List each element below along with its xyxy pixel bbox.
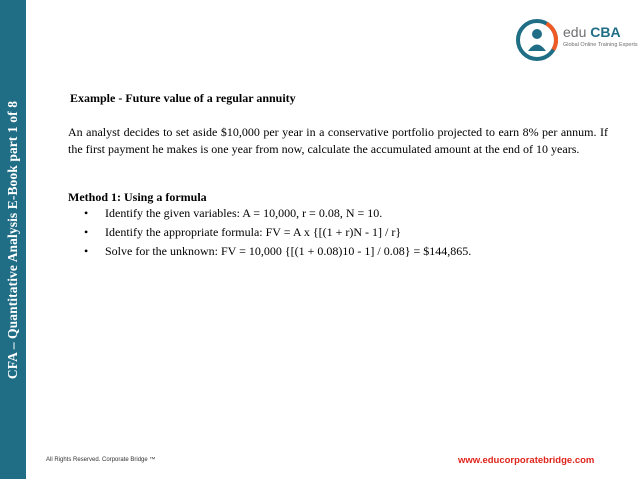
sidebar-title: CFA – Quantitative Analysis E-Book part 1 of 8 — [5, 100, 20, 380]
copyright-notice: All Rights Reserved. Corporate Bridge ™ — [46, 457, 156, 463]
bullet-marker: • — [84, 206, 89, 220]
example-heading: Example - Future value of a regular annuity — [70, 91, 296, 105]
sidebar — [0, 0, 26, 479]
bullet-marker: • — [84, 244, 89, 258]
list-item-text: Identify the appropriate formula: FV = A x {[(1 + r)N - 1] / r} — [105, 225, 402, 239]
educba-logo — [513, 18, 638, 62]
website-link[interactable]: www.educorporatebridge.com — [458, 455, 595, 466]
list-item — [68, 223, 608, 242]
list-item — [68, 204, 608, 223]
list-item-text: Identify the given variables: A = 10,000, r = 0.08, N = 10. — [105, 206, 383, 220]
problem-paragraph: An analyst decides to set aside $10,000 per year in a conservative portfolio projected to earn 8% per annum. If the first payment he makes is one year from now, calculate the accumulated amount at the end of 10 years. — [68, 125, 608, 156]
step-list — [68, 204, 608, 261]
bullet-marker: • — [84, 225, 89, 239]
logo-tagline: Global Online Training Experts — [563, 42, 638, 48]
logo-cba: CBA — [590, 24, 621, 40]
list-item-text: Solve for the unknown: FV = 10,000 {[(1 + 0.08)10 - 1] / 0.08} = $144,865. — [105, 244, 472, 258]
logo-edu: edu — [563, 24, 587, 40]
logo-person-icon — [515, 18, 559, 62]
logo-wordmark — [563, 24, 621, 40]
method-title: Method 1: Using a formula — [68, 190, 207, 204]
list-item — [68, 242, 608, 261]
